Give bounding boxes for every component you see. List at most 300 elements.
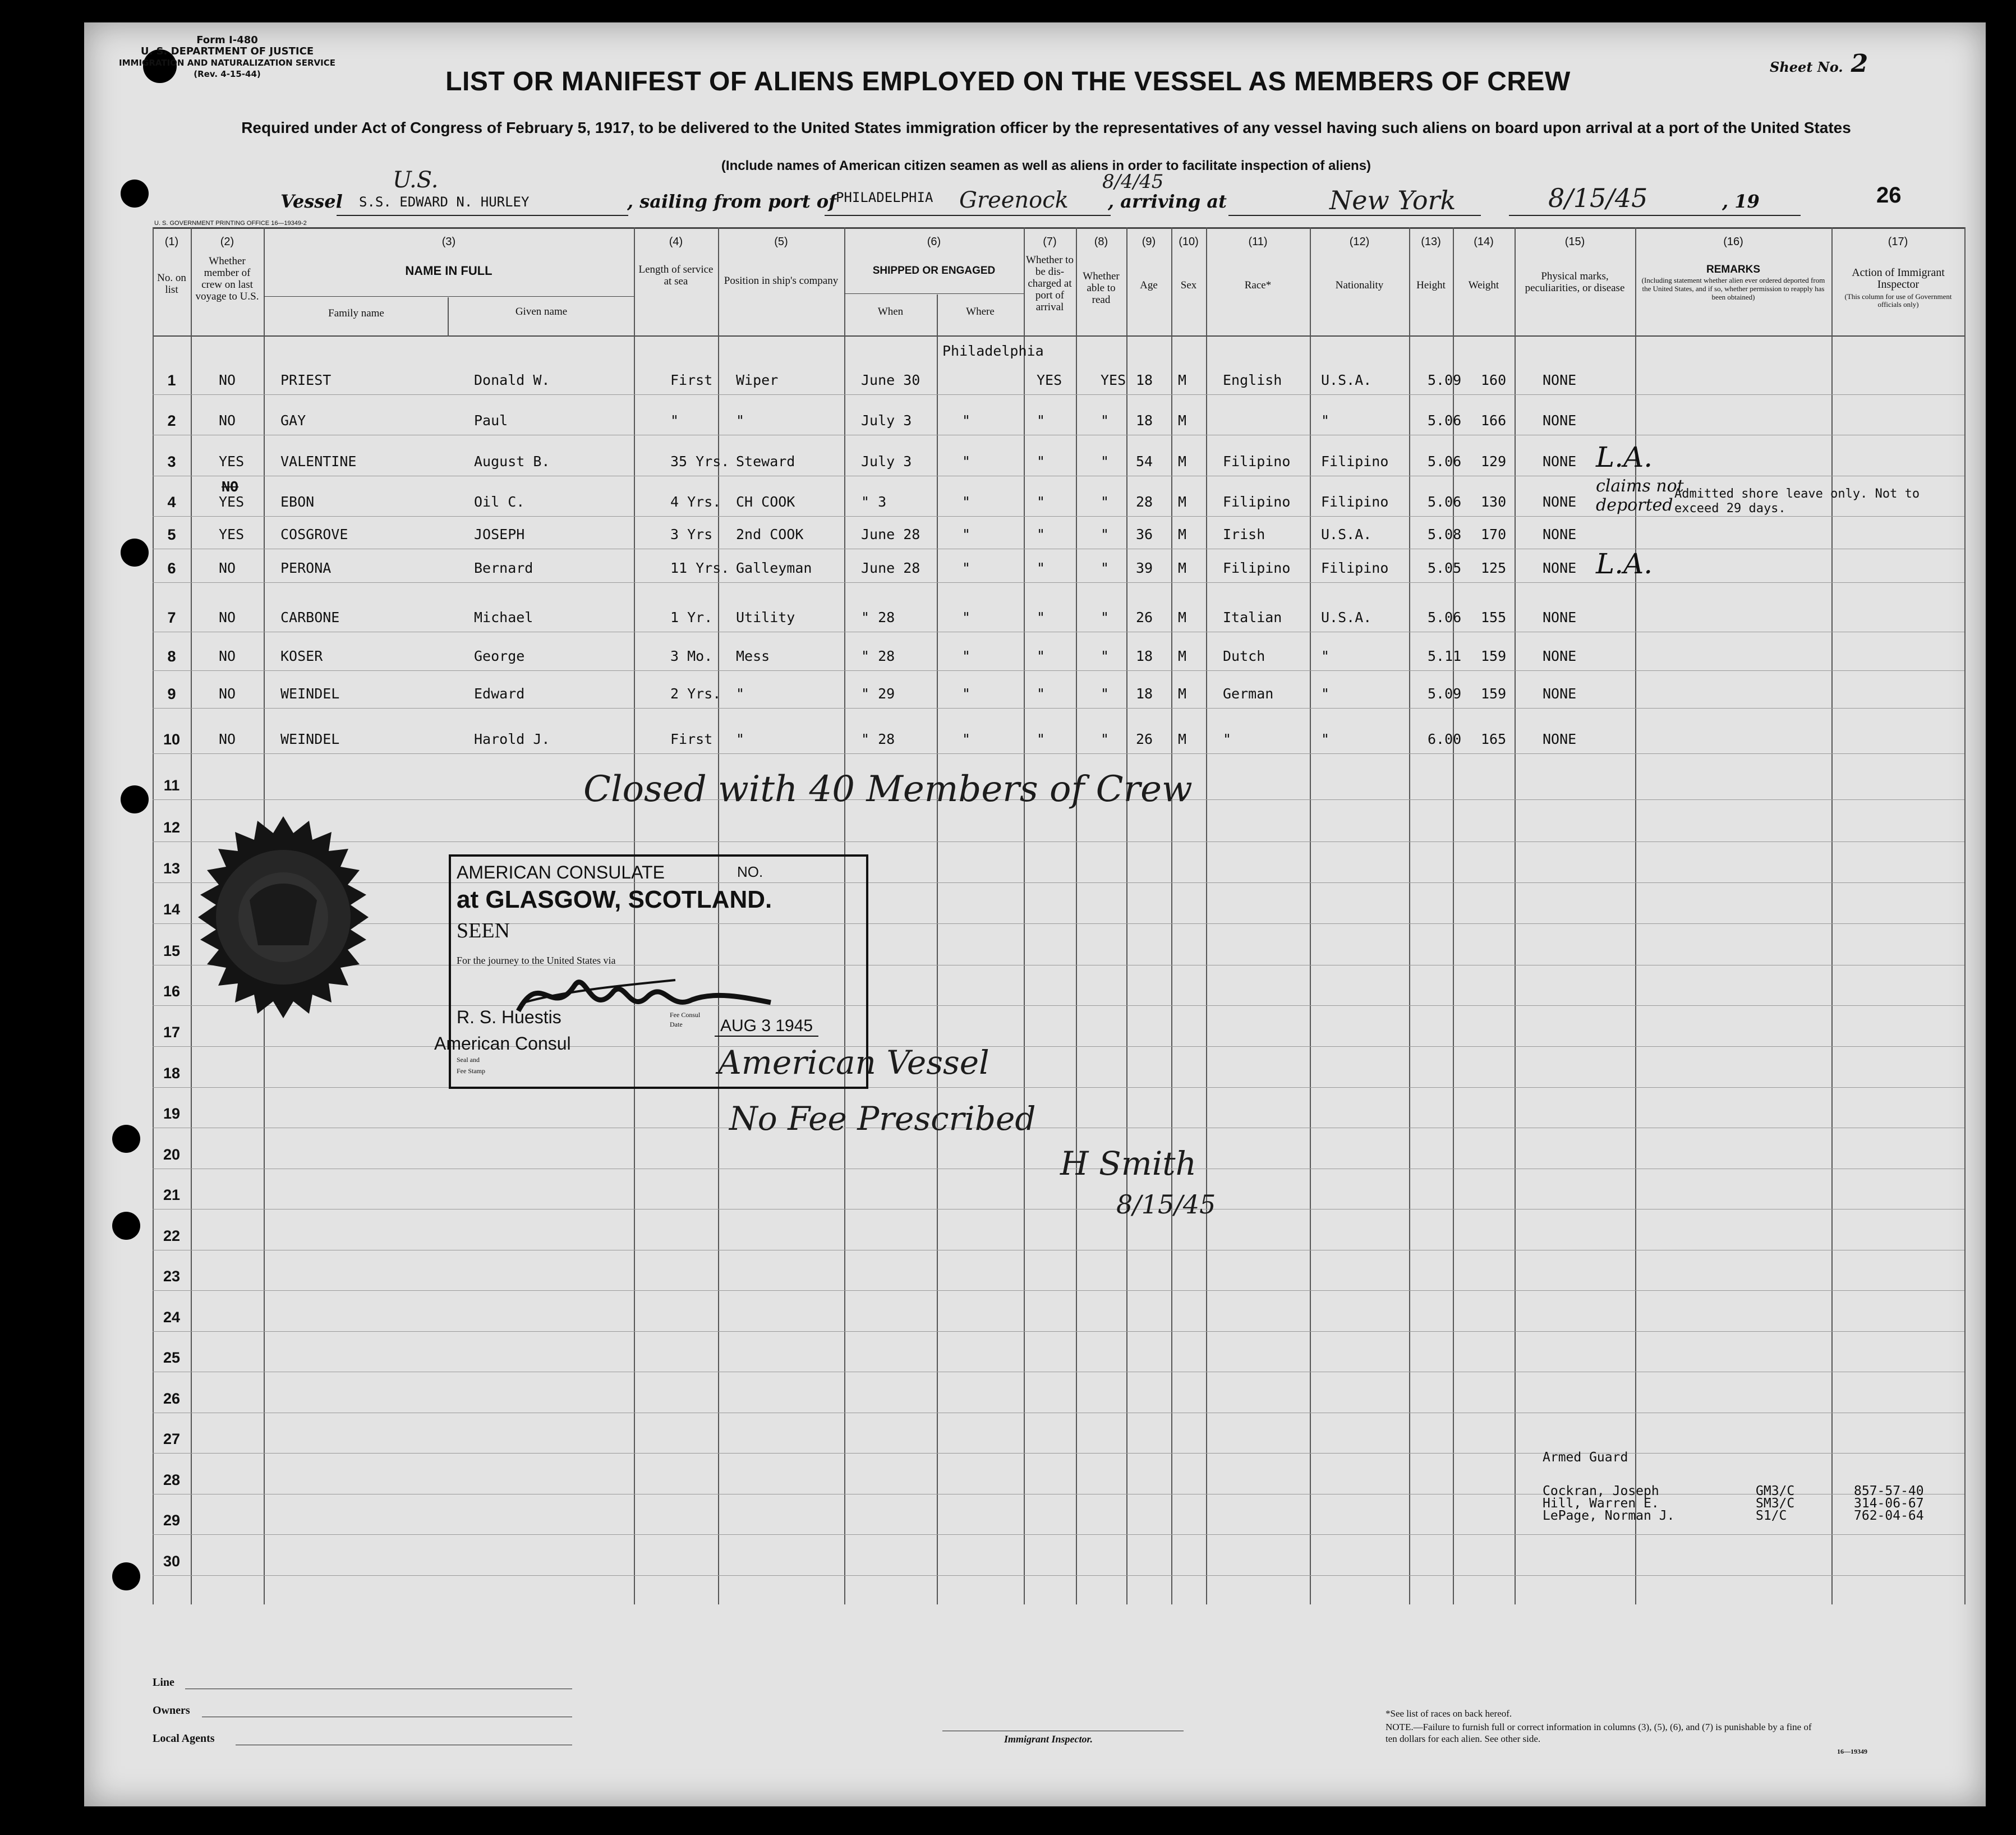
when-cell: June 30 [861, 372, 920, 388]
header-family-name: Family name [328, 307, 384, 319]
when-cell: July 3 [861, 412, 912, 429]
nationality-cell: " [1321, 731, 1330, 747]
physical-cell: NONE [1543, 648, 1577, 664]
weight-cell: 130 [1481, 494, 1507, 510]
row-number: 30 [163, 1553, 181, 1570]
where-cell: " [962, 412, 971, 429]
family-name-cell: GAY [280, 412, 306, 429]
length-cell: 11 Yrs. [670, 560, 730, 576]
stamp-seen: SEEN [457, 919, 510, 942]
sailing-port-handwritten: Greenock [959, 187, 1069, 213]
age-cell: 39 [1136, 560, 1153, 576]
length-cell: 3 Yrs [670, 526, 713, 542]
arriving-port: New York [1329, 185, 1456, 215]
race-cell: English [1223, 372, 1282, 388]
col-number: (5) [774, 236, 788, 248]
member-cell: YES [219, 453, 245, 470]
discharged-cell: " [1037, 648, 1046, 664]
action-inspector-note: Admitted shore leave only. Not to exceed 29 days. [1674, 487, 1920, 516]
footer-inspector: Immigrant Inspector. [1004, 1733, 1093, 1745]
row-ruling [153, 1087, 1964, 1088]
shipped-subheader-line [844, 293, 1024, 294]
nationality-cell: " [1321, 686, 1330, 702]
discharged-cell: " [1037, 560, 1046, 576]
length-cell: First [670, 372, 713, 388]
family-name-cell: COSGROVE [280, 526, 348, 542]
rownum-cell: 1 [167, 372, 176, 389]
sex-cell: M [1178, 526, 1187, 542]
col-border [1206, 227, 1207, 1604]
height-cell: 5.11 [1428, 648, 1462, 664]
when-cell: " 3 [861, 494, 887, 510]
given-name-cell: JOSEPH [474, 526, 525, 542]
binder-hole [121, 785, 149, 813]
when-cell: July 3 [861, 453, 912, 470]
nationality-cell: Filipino [1321, 494, 1389, 510]
name-subheader-line [264, 296, 634, 297]
position-cell: " [736, 412, 745, 429]
stamp-consulate: AMERICAN CONSULATE [457, 862, 665, 882]
length-cell: First [670, 731, 713, 747]
where-cell: " [962, 526, 971, 542]
age-cell: 26 [1136, 731, 1153, 747]
col-number: (11) [1248, 236, 1268, 248]
guard-number: 857-57-40 [1854, 1484, 1924, 1498]
physical-cell: NONE [1543, 372, 1577, 388]
guard-rate: GM3/C [1756, 1484, 1795, 1498]
col-number: (6) [927, 236, 941, 248]
discharged-cell: " [1037, 453, 1046, 470]
remarks-cell: L.A. [1596, 441, 1653, 473]
col-border [1453, 227, 1454, 1604]
col-border [1076, 227, 1077, 1604]
row-ruling [153, 1534, 1964, 1535]
header-remarks: REMARKS [1706, 264, 1761, 275]
read-cell: " [1101, 412, 1110, 429]
height-cell: 5.06 [1428, 494, 1462, 510]
when-cell: " 28 [861, 609, 895, 626]
where-cell: " [962, 560, 971, 576]
include-note: (Include names of American citizen seamen as well as aliens in order to facilitate inspection of aliens) [721, 158, 1371, 173]
col-number: (12) [1349, 236, 1370, 248]
row-ruling [153, 670, 1964, 671]
struck-member-value: NO [222, 479, 239, 495]
page-number: 26 [1876, 183, 1902, 208]
stamp-consul-name: R. S. Huestis [457, 1007, 561, 1027]
remarks-cell: L.A. [1596, 548, 1653, 580]
position-cell: " [736, 686, 745, 702]
weight-cell: 170 [1481, 526, 1507, 542]
row-number: 17 [163, 1024, 181, 1041]
discharged-cell: " [1037, 731, 1046, 747]
form-title: LIST OR MANIFEST OF ALIENS EMPLOYED ON THE VESSEL AS MEMBERS OF CREW [445, 67, 1571, 96]
given-name-cell: Oil C. [474, 494, 525, 510]
header-no-on-list: No. on list [157, 272, 186, 296]
position-cell: CH COOK [736, 494, 795, 510]
stamp-fee-stamp: Fee Stamp [457, 1067, 485, 1075]
row-ruling [153, 841, 1964, 842]
row-number: 13 [163, 860, 181, 877]
when-cell: June 28 [861, 526, 920, 542]
age-cell: 18 [1136, 412, 1153, 429]
age-cell: 36 [1136, 526, 1153, 542]
when-cell: " 28 [861, 731, 895, 747]
sex-cell: M [1178, 494, 1187, 510]
height-cell: 5.05 [1428, 560, 1462, 576]
row-number: 18 [163, 1065, 181, 1082]
discharged-cell: YES [1037, 372, 1062, 388]
inspector-signature: H Smith [1060, 1144, 1196, 1183]
member-cell: YES [219, 526, 245, 542]
col-border [937, 295, 938, 1604]
header-race: Race* [1244, 279, 1272, 291]
row-ruling [153, 882, 1964, 883]
race-cell: Dutch [1223, 648, 1265, 664]
nationality-cell: Filipino [1321, 560, 1389, 576]
col-number: (2) [220, 236, 234, 248]
row-number: 14 [163, 901, 181, 918]
header-shipped-engaged: SHIPPED OR ENGAGED [872, 265, 996, 277]
discharged-cell: " [1037, 526, 1046, 542]
read-cell: " [1101, 453, 1110, 470]
footer-races-note: *See list of races on back hereof. [1386, 1708, 1512, 1719]
rownum-cell: 2 [167, 412, 176, 429]
race-cell: German [1223, 686, 1274, 702]
header-age: Age [1140, 279, 1158, 291]
discharged-cell: " [1037, 686, 1046, 702]
physical-cell: NONE [1543, 453, 1577, 470]
discharged-cell: " [1037, 494, 1046, 510]
rownum-cell: 3 [167, 453, 176, 470]
family-name-cell: WEINDEL [280, 731, 340, 747]
guard-name: Cockran, Joseph [1543, 1484, 1659, 1498]
rownum-cell: 10 [163, 731, 181, 748]
header-action-note: (This column for use of Government officials only) [1844, 292, 1952, 309]
service-name: IMMIGRATION AND NATURALIZATION SERVICE [119, 58, 335, 68]
row-number: 12 [163, 819, 181, 836]
vessel-name: S.S. EDWARD N. HURLEY [359, 194, 530, 210]
arriving-underline [1228, 215, 1481, 216]
col-number: (3) [441, 236, 456, 248]
stamp-no-label: NO. [737, 863, 763, 880]
stamp-date: AUG 3 1945 [715, 1017, 818, 1037]
footer-owners-label: Owners [153, 1704, 190, 1717]
physical-cell: NONE [1543, 609, 1577, 626]
binder-hole [121, 539, 149, 567]
race-cell: " [1223, 731, 1232, 747]
vessel-label: Vessel [280, 191, 343, 212]
sex-cell: M [1178, 453, 1187, 470]
header-sex: Sex [1180, 279, 1197, 291]
col-border [1831, 227, 1833, 1604]
age-cell: 18 [1136, 648, 1153, 664]
height-cell: 5.09 [1428, 372, 1462, 388]
sex-cell: M [1178, 412, 1187, 429]
row-number: 28 [163, 1471, 181, 1488]
sailing-port: PHILADELPHIA [836, 190, 933, 205]
height-cell: 5.06 [1428, 453, 1462, 470]
position-cell: " [736, 731, 745, 747]
header-when: When [877, 306, 904, 318]
header-physical-marks: Physical marks, peculiarities, or disease [1525, 270, 1625, 294]
col-number: (8) [1094, 236, 1108, 248]
col-number: (9) [1142, 236, 1156, 248]
rownum-cell: 8 [167, 648, 176, 665]
where-cell: " [962, 686, 971, 702]
family-name-cell: EBON [280, 494, 315, 510]
rownum-cell: 7 [167, 609, 176, 626]
row-ruling [153, 708, 1964, 709]
printing-office: U. S. GOVERNMENT PRINTING OFFICE 16—19349-2 [154, 220, 307, 227]
row-ruling [153, 1005, 1964, 1006]
read-cell: YES [1101, 372, 1126, 388]
table-top-border [153, 227, 1964, 229]
where-cell: " [962, 731, 971, 747]
height-cell: 5.06 [1428, 609, 1462, 626]
weight-cell: 166 [1481, 412, 1507, 429]
when-cell: " 28 [861, 648, 895, 664]
position-cell: Utility [736, 609, 795, 626]
row-number: 27 [163, 1431, 181, 1447]
row-number: 26 [163, 1390, 181, 1407]
physical-cell: NONE [1543, 412, 1577, 429]
header-height: Height [1416, 279, 1446, 291]
row-ruling [153, 923, 1964, 924]
inspector-signature-date: 8/15/45 [1116, 1189, 1216, 1220]
header-discharged: Whether to be dis-charged at port of arrival [1026, 254, 1074, 313]
no-fee-note: No Fee Prescribed [729, 1100, 1036, 1138]
nationality-cell: " [1321, 648, 1330, 664]
sailing-label: , sailing from port of [627, 191, 836, 212]
row-number: 25 [163, 1349, 181, 1366]
read-cell: " [1101, 526, 1110, 542]
guard-rate: SM3/C [1756, 1496, 1795, 1511]
nationality-cell: U.S.A. [1321, 526, 1372, 542]
given-name-cell: Edward [474, 686, 525, 702]
footer-form-code: 16—19349 [1837, 1747, 1867, 1755]
family-name-cell: PERONA [280, 560, 332, 576]
rownum-cell: 9 [167, 686, 176, 702]
row-number: 20 [163, 1146, 181, 1163]
consulate-seal-icon [182, 816, 384, 1018]
row-ruling [153, 1290, 1964, 1291]
position-cell: 2nd COOK [736, 526, 804, 542]
col-border [1964, 227, 1966, 1604]
row-ruling [153, 582, 1964, 583]
col-border [1635, 227, 1636, 1604]
where-cell: Philadelphia [942, 343, 1044, 359]
read-cell: " [1101, 609, 1110, 626]
header-nationality: Nationality [1335, 279, 1384, 291]
member-cell: NO [219, 372, 236, 388]
race-cell: Filipino [1223, 494, 1291, 510]
family-name-cell: KOSER [280, 648, 323, 664]
stamp-seal-and: Seal and [457, 1056, 480, 1064]
col-border [1310, 227, 1311, 1604]
weight-cell: 159 [1481, 648, 1507, 664]
rownum-cell: 4 [167, 494, 176, 511]
col-number: (4) [669, 236, 683, 248]
member-cell: NO [219, 412, 236, 429]
sailing-date-handwritten: 8/4/45 [1102, 171, 1164, 193]
department-name: U. S. DEPARTMENT OF JUSTICE [140, 45, 314, 57]
length-cell: 2 Yrs. [670, 686, 721, 702]
header-where: Where [966, 306, 995, 318]
position-cell: Mess [736, 648, 770, 664]
physical-cell: NONE [1543, 526, 1577, 542]
race-cell: Filipino [1223, 560, 1291, 576]
armed-guard-title: Armed Guard [1543, 1450, 1628, 1465]
header-member-last-voyage: Whether member of crew on last voyage to U.S. [195, 255, 259, 302]
when-cell: June 28 [861, 560, 920, 576]
col-number: (16) [1723, 236, 1743, 248]
vessel-note: U.S. [393, 167, 439, 193]
given-name-cell: August B. [474, 453, 550, 470]
read-cell: " [1101, 731, 1110, 747]
col-number: (14) [1474, 236, 1494, 248]
weight-cell: 160 [1481, 372, 1507, 388]
given-name-cell: Donald W. [474, 372, 550, 388]
header-remarks-note: (Including statement whether alien ever ordered deported from the United States, and if so, whether permission to reapply has been obtained) [1641, 276, 1825, 301]
row-number: 21 [163, 1186, 181, 1203]
stamp-consul-title: American Consul [434, 1033, 571, 1054]
row-ruling [153, 394, 1964, 395]
arrival-date: 8/15/45 [1548, 183, 1648, 213]
american-vessel-note: American Vessel [718, 1043, 989, 1082]
length-cell: 35 Yrs. [670, 453, 730, 470]
stamp-fee-consul: Fee Consul [670, 1011, 701, 1019]
nationality-cell: " [1321, 412, 1330, 429]
row-ruling [153, 1453, 1964, 1454]
weight-cell: 125 [1481, 560, 1507, 576]
where-cell: " [962, 609, 971, 626]
sheet-number: Sheet No. 2 [1770, 49, 1868, 78]
age-cell: 18 [1136, 372, 1153, 388]
vessel-underline [337, 215, 628, 216]
col-number: (15) [1564, 236, 1585, 248]
row-number: 11 [163, 777, 180, 794]
where-cell: " [962, 453, 971, 470]
col-number: (10) [1179, 236, 1199, 248]
age-cell: 26 [1136, 609, 1153, 626]
weight-cell: 165 [1481, 731, 1507, 747]
row-ruling [153, 753, 1964, 754]
binder-hole [112, 1562, 140, 1590]
length-cell: 4 Yrs. [670, 494, 721, 510]
read-cell: " [1101, 560, 1110, 576]
weight-cell: 159 [1481, 686, 1507, 702]
footer-line-label: Line [153, 1676, 174, 1689]
position-cell: Steward [736, 453, 795, 470]
revision-date: (Rev. 4-15-44) [194, 69, 261, 79]
stamp-date-label: Date [670, 1020, 683, 1028]
given-name-cell: Michael [474, 609, 533, 626]
nationality-cell: U.S.A. [1321, 609, 1372, 626]
position-cell: Galleyman [736, 560, 812, 576]
sex-cell: M [1178, 609, 1187, 626]
member-cell: NO [219, 648, 236, 664]
header-action-inspector: Action of Immigrant Inspector [1852, 266, 1945, 291]
row-number: 29 [163, 1512, 181, 1529]
length-cell: 3 Mo. [670, 648, 713, 664]
member-cell: YES [219, 494, 245, 510]
year-label: , 19 [1722, 191, 1760, 212]
stamp-location: at GLASGOW, SCOTLAND. [457, 886, 772, 913]
header-given-name: Given name [515, 306, 568, 318]
height-cell: 5.06 [1428, 412, 1462, 429]
col-number: (7) [1043, 236, 1057, 248]
guard-name: Hill, Warren E. [1543, 1496, 1659, 1511]
member-cell: NO [219, 686, 236, 702]
sailing-underline [825, 215, 1111, 216]
footer-agents-label: Local Agents [153, 1732, 215, 1745]
binder-hole [112, 1125, 140, 1153]
form-number: Form I-480 [196, 34, 258, 46]
given-name-cell: Harold J. [474, 731, 550, 747]
discharged-cell: " [1037, 609, 1046, 626]
col-number: (17) [1888, 236, 1908, 248]
nationality-cell: Filipino [1321, 453, 1389, 470]
read-cell: " [1101, 686, 1110, 702]
row-ruling [153, 516, 1964, 517]
remarks-cell: claims not deported [1596, 476, 1684, 515]
race-cell: Irish [1223, 526, 1265, 542]
row-ruling [153, 1331, 1964, 1332]
race-cell: Italian [1223, 609, 1282, 626]
physical-cell: NONE [1543, 731, 1577, 747]
col-border [1171, 227, 1172, 1604]
physical-cell: NONE [1543, 494, 1577, 510]
closed-with-crew-note: Closed with 40 Members of Crew [583, 769, 1193, 810]
row-ruling [153, 1575, 1964, 1576]
weight-cell: 129 [1481, 453, 1507, 470]
guard-number: 762-04-64 [1854, 1509, 1924, 1523]
given-name-cell: Bernard [474, 560, 533, 576]
sex-cell: M [1178, 648, 1187, 664]
header-length-of-service: Length of service at sea [638, 264, 714, 287]
sex-cell: M [1178, 372, 1187, 388]
header-position: Position in ship's company [724, 275, 839, 287]
binder-hole [112, 1212, 140, 1240]
col-number: (1) [164, 236, 179, 248]
position-cell: Wiper [736, 372, 779, 388]
length-cell: " [670, 412, 679, 429]
footer-fine-note: NOTE.—Failure to furnish full or correct information in columns (3), (5), (6), and (7) is punishable by a fine of ten dollars for each alien. See other side. [1386, 1722, 1812, 1744]
date-underline [1509, 215, 1801, 216]
member-cell: NO [219, 560, 236, 576]
binder-hole [121, 180, 149, 208]
arriving-label: , arriving at [1108, 191, 1227, 212]
rownum-cell: 6 [167, 560, 176, 577]
read-cell: " [1101, 494, 1110, 510]
guard-number: 314-06-67 [1854, 1496, 1924, 1511]
row-number: 19 [163, 1105, 181, 1122]
family-name-cell: WEINDEL [280, 686, 340, 702]
physical-cell: NONE [1543, 560, 1577, 576]
race-cell: Filipino [1223, 453, 1291, 470]
rownum-cell: 5 [167, 526, 176, 543]
row-number: 24 [163, 1309, 181, 1326]
height-cell: 6.00 [1428, 731, 1462, 747]
family-name-cell: CARBONE [280, 609, 340, 626]
age-cell: 54 [1136, 453, 1153, 470]
family-name-cell: VALENTINE [280, 453, 357, 470]
given-name-cell: George [474, 648, 525, 664]
when-cell: " 29 [861, 686, 895, 702]
physical-cell: NONE [1543, 686, 1577, 702]
sex-cell: M [1178, 686, 1187, 702]
sex-cell: M [1178, 560, 1187, 576]
